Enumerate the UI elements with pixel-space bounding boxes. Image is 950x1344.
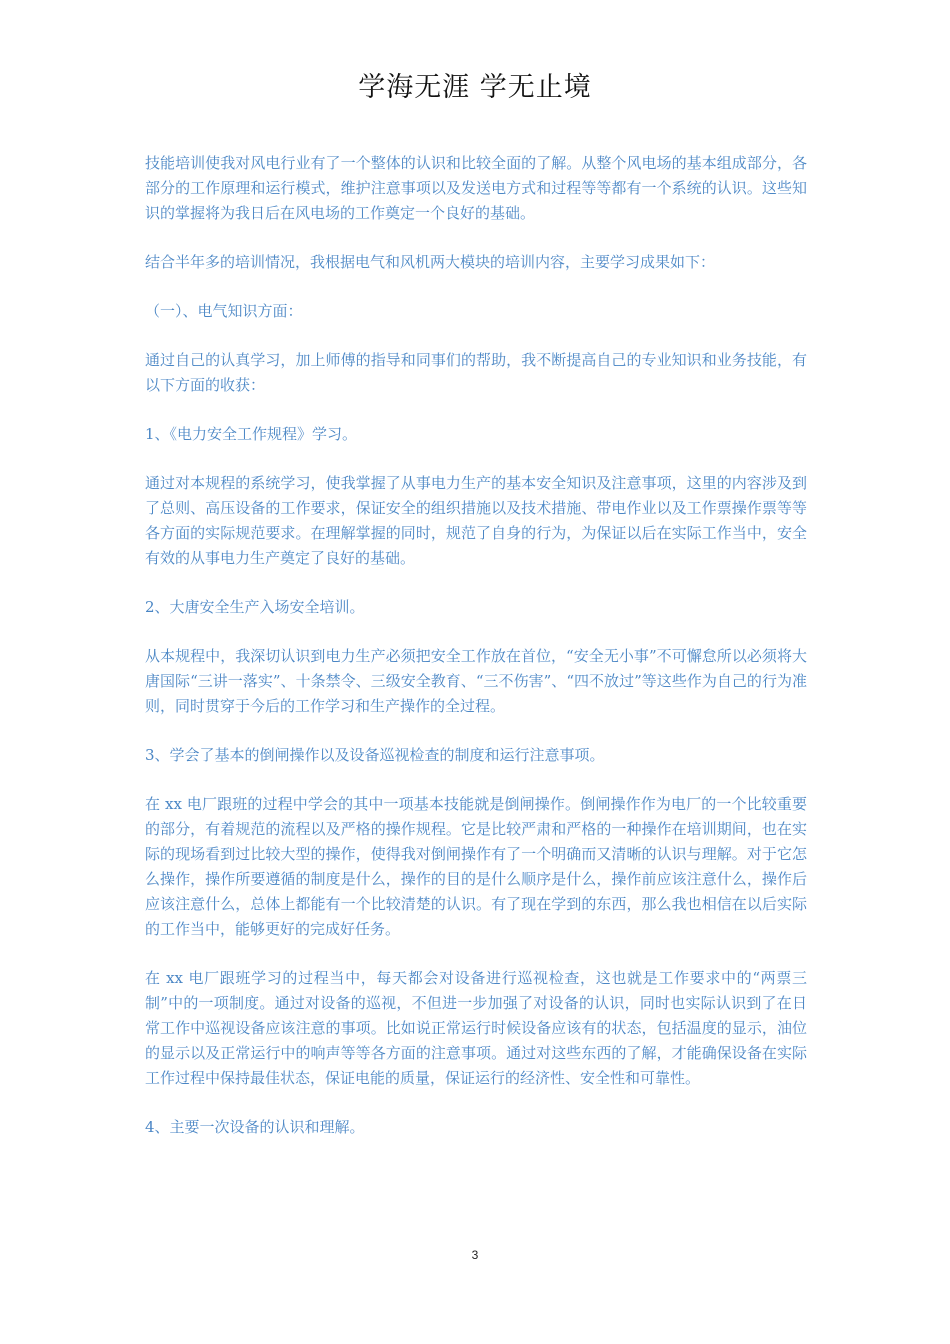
item-heading-3: 3、学会了基本的倒闸操作以及设备巡视检查的制度和运行注意事项。 xyxy=(145,746,605,764)
paragraph-item-3b: 在 xx 电厂跟班学习的过程当中，每天都会对设备进行巡视检查，这也就是工作要求中的“两票三制”中的一项制度。通过对设备的巡视，不但进一步加强了对设备的认识，同时也实际认识到了在日常工作中巡视设备应该注意的事项。比如说正常运行时候设备应该有的状态，包括温度的显示，油位的显示以及正常运行中的响声等等各方面的注意事项。通过对这些东西的了解，才能确保设备在实际工作过程中保持最佳状态，保证电能的质量，保证运行的经济性、安全性和可靠性。 xyxy=(145,969,807,1087)
paragraph-item-3a: 在 xx 电厂跟班的过程中学会的其中一项基本技能就是倒闸操作。倒闸操作作为电厂的一个比较重要的部分，有着规范的流程以及严格的操作规程。它是比较严肃和严格的一种操作在培训期间，也在实际的现场看到过比较大型的操作，使得我对倒闸操作有了一个明确而又清晰的认识与理解。对于它怎么操作，操作所要遵循的制度是什么，操作的目的是什么顺序是什么，操作前应该注意什么，操作后应该注意什么，总体上都能有一个比较清楚的认识。有了现在学到的东西，那么我也相信在以后实际的工作当中，能够更好的完成好任务。 xyxy=(145,795,807,938)
paragraph-item-2: 从本规程中，我深切认识到电力生产必须把安全工作放在首位，“安全无小事”不可懈怠所以必须将大唐国际“三讲一落实”、十条禁令、三级安全教育、“三不伤害”、“四不放过”等这些作为自己的行为准则，同时贯穿于今后的工作学习和生产操作的全过程。 xyxy=(145,647,807,715)
item-heading-2: 2、大唐安全生产入场安全培训。 xyxy=(145,598,365,616)
document-body xyxy=(145,151,807,1164)
page-header-title: 学海无涯 学无止境 xyxy=(358,72,592,103)
paragraph-summary: 结合半年多的培训情况，我根据电气和风机两大模块的培训内容，主要学习成果如下： xyxy=(145,253,716,271)
paragraph-electrical-intro: 通过自己的认真学习，加上师傅的指导和同事们的帮助，我不断提高自己的专业知识和业务技能，有以下方面的收获： xyxy=(145,351,807,394)
item-heading-4: 4、主要一次设备的认识和理解。 xyxy=(145,1118,365,1136)
section-heading-electrical: （一）、电气知识方面： xyxy=(145,302,303,320)
paragraph-intro: 技能培训使我对风电行业有了一个整体的认识和比较全面的了解。从整个风电场的基本组成部分，各部分的工作原理和运行模式，维护注意事项以及发送电方式和过程等等都有一个系统的认识。这些知识的掌握将为我日后在风电场的工作奠定一个良好的基础。 xyxy=(145,154,807,222)
paragraph-item-1: 通过对本规程的系统学习，使我掌握了从事电力生产的基本安全知识及注意事项，这里的内容涉及到了总则、高压设备的工作要求，保证安全的组织措施以及技术措施、带电作业以及工作票操作票等等 各方面的实际规范要求。在理解掌握的同时，规范了自身的行为，为保证以后在实际工作当中，安全有效的从事电力生产奠定了良好的基础。 xyxy=(145,474,807,567)
item-heading-1: 1、《电力安全工作规程》学习。 xyxy=(145,425,358,443)
page-number: 3 xyxy=(471,1248,479,1262)
